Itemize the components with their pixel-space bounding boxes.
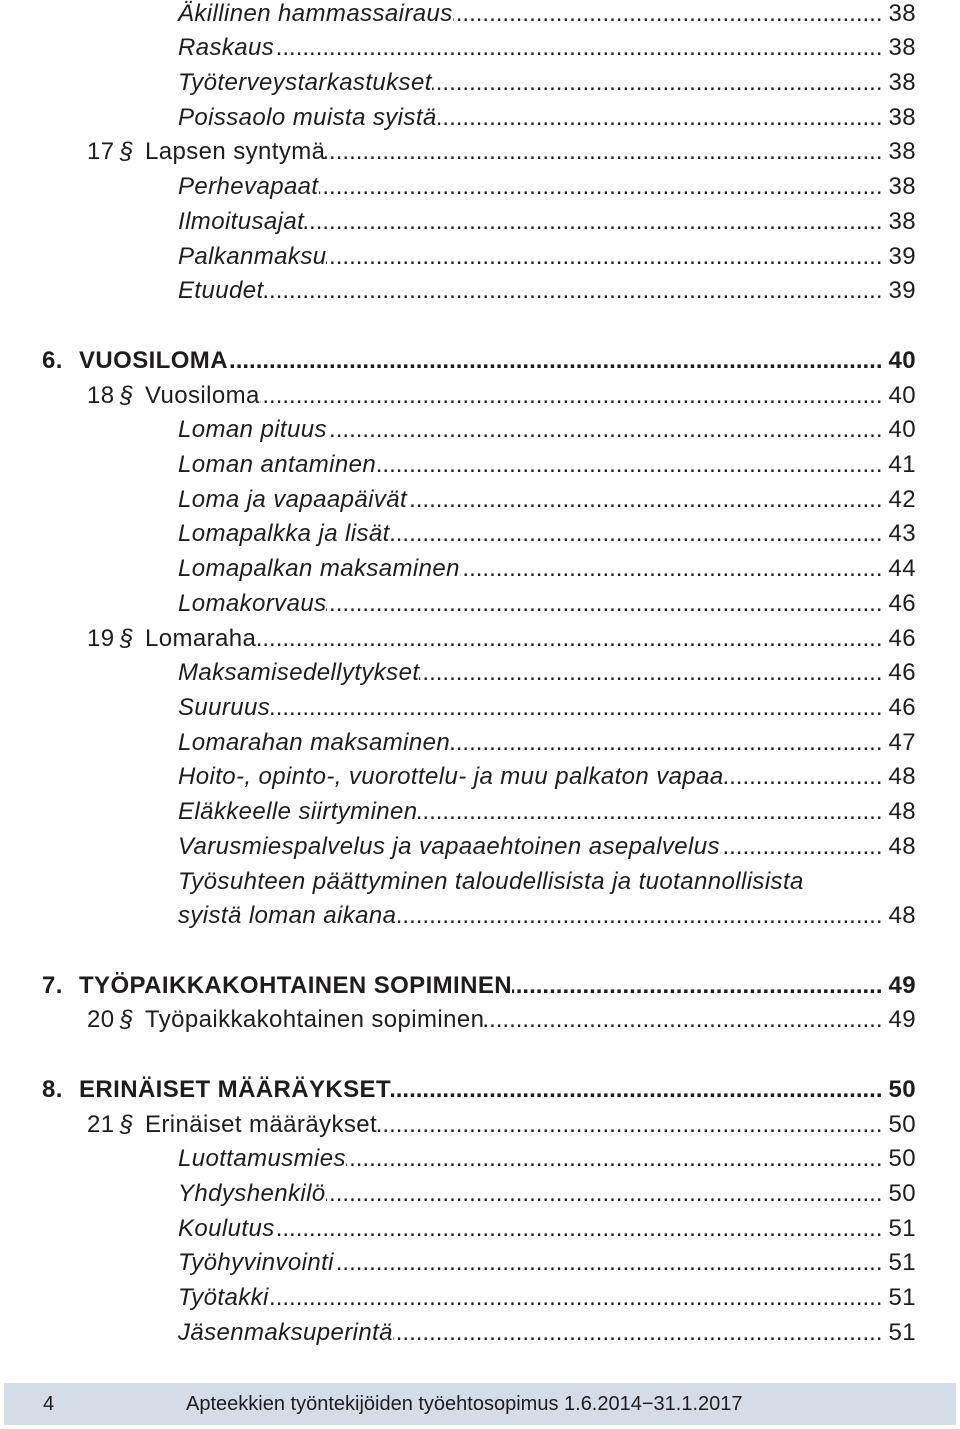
dot-leader [346, 1142, 883, 1177]
toc-row-subsection [0, 552, 916, 587]
subsection-title: Palkanmaksu [178, 242, 327, 270]
toc-row-subsection [0, 31, 916, 66]
page-number: 47 [888, 728, 916, 756]
dot-leader [327, 413, 883, 448]
subsection-title: Varusmiespalvelus ja vapaaehtoinen asepalvelus [178, 832, 720, 860]
page-number: 48 [888, 798, 916, 826]
subsection-title: Maksamisedellytykset [178, 659, 420, 687]
page-number: 38 [888, 34, 916, 62]
subsection-title: Lomakorvaus [178, 589, 327, 617]
dot-leader [512, 969, 883, 1004]
dot-leader [453, 0, 883, 31]
page-number: 38 [888, 173, 916, 201]
toc-row-subsection [0, 691, 916, 726]
toc-row-subsection [0, 1142, 916, 1177]
dot-leader [376, 448, 882, 483]
section-sign-icon: § [120, 381, 134, 409]
toc-row-subsection [0, 1316, 916, 1351]
toc-row-subsection [0, 1246, 916, 1281]
toc-row-subsection [0, 0, 916, 31]
subsection-title: Suuruus [178, 693, 271, 721]
page-number: 38 [888, 69, 916, 97]
dot-leader [419, 656, 882, 691]
subsection-title: Koulutus [178, 1214, 275, 1242]
chapter-number: 7. [42, 971, 63, 999]
dot-leader [393, 1316, 883, 1351]
toc-row-subsection [0, 830, 916, 865]
section-title: Työpaikkakohtainen sopiminen [145, 1006, 485, 1034]
subsection-title: Jäsenmaksuperintä [178, 1318, 393, 1346]
section-sign-icon: § [120, 1110, 134, 1138]
page-number: 51 [888, 1249, 916, 1277]
section-title: Lapsen syntymä [145, 138, 326, 166]
toc-row-section [0, 1108, 916, 1143]
page-number: 46 [888, 693, 916, 721]
page-number: 50 [888, 1075, 916, 1103]
toc-row-subsection [0, 483, 916, 518]
dot-leader [720, 830, 883, 865]
section-title: Erinäiset määräykset [145, 1110, 378, 1138]
page-number: 46 [888, 659, 916, 687]
subsection-title: Lomapalkan maksaminen [178, 555, 460, 583]
toc-row-chapter [0, 344, 916, 379]
toc-row-subsection [0, 760, 916, 795]
toc-row-subsection [0, 101, 916, 136]
dot-leader [334, 1246, 883, 1281]
toc-row-subsection [0, 274, 916, 309]
footer-page-number: 4 [43, 1393, 55, 1415]
dot-leader [304, 205, 882, 240]
page-number: 51 [888, 1284, 916, 1312]
dot-leader [460, 552, 883, 587]
page-number: 49 [888, 1006, 916, 1034]
dot-leader [256, 622, 882, 657]
page-number: 50 [888, 1180, 916, 1208]
subsection-title: Loman antaminen [178, 450, 377, 478]
chapter-title: ERINÄISET MÄÄRÄYKSET [79, 1075, 392, 1103]
page-number: 38 [888, 138, 916, 166]
page-number: 40 [888, 416, 916, 444]
toc-row-subsection [0, 795, 916, 830]
toc-row-subsection [0, 726, 916, 761]
toc-row-chapter [0, 1073, 916, 1108]
page-number: 49 [888, 971, 916, 999]
dot-leader [390, 517, 883, 552]
section-number: 21 [87, 1110, 115, 1138]
section-number: 18 [87, 381, 115, 409]
page-number: 38 [888, 207, 916, 235]
toc-row-subsection [0, 1212, 916, 1247]
subsection-title: Eläkkeelle siirtyminen [178, 798, 418, 826]
dot-leader [326, 587, 882, 622]
subsection-title: Perhevapaat [178, 173, 319, 201]
page-number: 41 [888, 450, 916, 478]
toc-row-section [0, 135, 916, 170]
toc-row-subsection [0, 517, 916, 552]
chapter-number: 6. [42, 346, 63, 374]
toc-row-subsection [0, 205, 916, 240]
subsection-title: Loma ja vapaapäivät [178, 485, 408, 513]
dot-leader [484, 1003, 882, 1038]
page-number: 44 [888, 555, 916, 583]
toc-row-subsection [0, 656, 916, 691]
page-number: 50 [888, 1145, 916, 1173]
page-number: 46 [888, 624, 916, 652]
dot-leader [269, 1281, 883, 1316]
dot-leader [418, 795, 883, 830]
section-number: 20 [87, 1006, 115, 1034]
page-number: 38 [888, 0, 916, 27]
section-sign-icon: § [120, 138, 134, 166]
subsection-title: Työtakki [178, 1284, 269, 1312]
section-sign-icon: § [120, 1006, 134, 1034]
subsection-title: Yhdyshenkilö [178, 1180, 326, 1208]
toc-row-section [0, 379, 916, 414]
page-number: 40 [888, 346, 916, 374]
subsection-title: Luottamusmies [178, 1145, 346, 1173]
subsection-title: Etuudet [178, 277, 264, 305]
subsection-title: Työterveystarkastukset [178, 69, 432, 97]
dot-leader [396, 899, 882, 934]
page-number: 40 [888, 381, 916, 409]
page-number: 38 [888, 103, 916, 131]
dot-leader [264, 274, 883, 309]
dot-leader [275, 1212, 883, 1247]
subsection-title: Äkillinen hammassairaus [178, 0, 453, 27]
chapter-title: TYÖPAIKKAKOHTAINEN SOPIMINEN [79, 971, 512, 999]
toc-row-subsection [0, 170, 916, 205]
page-number: 51 [888, 1214, 916, 1242]
page-number: 43 [888, 520, 916, 548]
section-number: 17 [87, 138, 115, 166]
page-footer [4, 1383, 956, 1425]
subsection-title: syistä loman aikana [178, 902, 397, 930]
toc-row-section [0, 1003, 916, 1038]
toc-row-section [0, 622, 916, 657]
subsection-title: Työhyvinvointi [178, 1249, 334, 1277]
section-title: Vuosiloma [145, 381, 260, 409]
dot-leader [326, 1177, 883, 1212]
subsection-title: Ilmoitusajat [178, 207, 305, 235]
section-sign-icon: § [120, 624, 134, 652]
dot-leader [325, 135, 882, 170]
page-number: 48 [888, 832, 916, 860]
toc-row-subsection [0, 587, 916, 622]
dot-leader [437, 101, 883, 136]
dot-leader [391, 1073, 882, 1108]
page-number: 39 [888, 277, 916, 305]
toc-row-subsection [0, 240, 916, 275]
dot-leader [228, 344, 883, 379]
chapter-number: 8. [42, 1075, 63, 1103]
subsection-title: Lomapalkka ja lisät [178, 520, 390, 548]
dot-leader [450, 726, 882, 761]
dot-leader [319, 170, 883, 205]
toc-row-subsection [0, 413, 916, 448]
subsection-title: Hoito-, opinto-, vuorottelu- ja muu palkaton vapaa [178, 763, 724, 791]
page-number: 48 [888, 763, 916, 791]
toc-row-subsection [0, 1281, 916, 1316]
dot-leader [326, 240, 882, 275]
dot-leader [260, 379, 883, 414]
page-number: 39 [888, 242, 916, 270]
toc-row-subsection [0, 66, 916, 101]
page-number: 48 [888, 902, 916, 930]
toc-row-chapter [0, 969, 916, 1004]
page-number: 50 [888, 1110, 916, 1138]
section-title: Lomaraha [145, 624, 257, 652]
dot-leader [270, 691, 882, 726]
section-number: 19 [87, 624, 115, 652]
dot-leader [407, 483, 882, 518]
footer-document-title: Apteekkien työntekijöiden työehtosopimus 1.6.2014−31.1.2017 [186, 1393, 743, 1415]
dot-leader [432, 66, 883, 101]
page-number: 46 [888, 589, 916, 617]
subsection-title: Lomarahan maksaminen [178, 728, 451, 756]
page-number: 42 [888, 485, 916, 513]
page-number: 51 [888, 1318, 916, 1346]
subsection-title: Työsuhteen päättyminen taloudellisista ja tuotannollisista [178, 867, 804, 895]
toc-row-subsection [0, 899, 916, 934]
toc-row-subsection [0, 1177, 916, 1212]
toc-row-subsection [0, 865, 916, 900]
toc-row-subsection [0, 448, 916, 483]
chapter-title: VUOSILOMA [79, 346, 228, 374]
subsection-title: Raskaus [178, 34, 275, 62]
dot-leader [377, 1108, 882, 1143]
dot-leader [274, 31, 882, 66]
subsection-title: Loman pituus [178, 416, 327, 444]
subsection-title: Poissaolo muista syistä [178, 103, 437, 131]
dot-leader [724, 760, 883, 795]
